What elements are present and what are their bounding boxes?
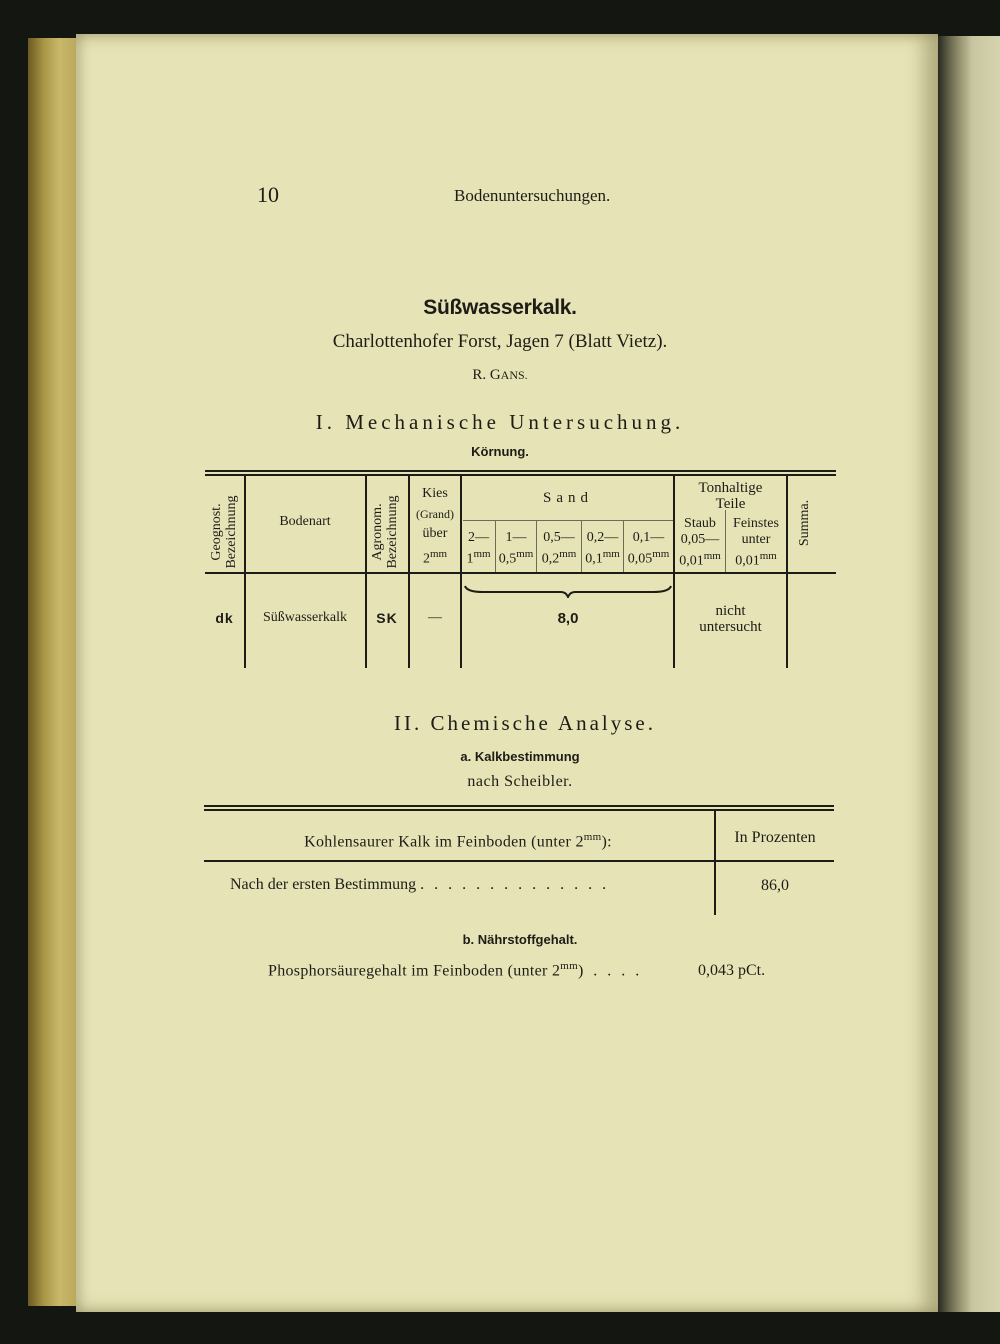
staub-line2: 0,05— [680,532,720,547]
sand-sub-4-unit: mm [602,548,620,560]
row-bodenart: Süßwasserkalk [263,610,347,625]
author [0,367,1000,384]
kies-line2: (Grand) [416,507,454,521]
section2-sub-a: a. Kalkbestimmung [460,749,580,764]
col-geognost-line1: Geognost. [209,503,224,561]
sand-sub-3-b: 0,2 [541,551,560,567]
col-staub [675,516,725,570]
lime-col1-post: ): [601,833,612,851]
row-geognost: dk [215,610,234,626]
kies-line1: Kies [422,486,448,501]
lime-col1-header [204,829,712,850]
col-agronom-line2: Bezeichnung [385,495,400,569]
phosphor-post: ) . . . . [577,962,643,980]
row-ton-line1: nicht [715,603,746,619]
kies-line3: über [422,526,448,541]
next-page-edge [938,36,1000,1312]
col-geognost [209,472,241,592]
row-ton-line2: untersucht [699,619,762,635]
col-agronom-line1: Agronom. [370,503,385,561]
document-title: Süßwasserkalk. [423,296,577,319]
author-initial: R. G [472,367,501,383]
sand-sub-3-a: 0,5— [543,530,575,545]
sand-sub-2 [496,530,536,568]
fein-line2: unter [741,532,771,547]
sand-sub-4-a: 0,2— [586,530,619,545]
col-agronom [370,472,402,592]
sand-sub-5-unit: mm [652,548,670,560]
sand-brace [463,584,673,598]
col-bodenart: Bodenart [279,514,331,529]
lime-col1-unit: mm [583,831,602,843]
lime-col2-header: In Prozenten [734,829,816,846]
location: Charlottenhofer Forst, Jagen 7 (Blatt Vietz). [332,331,668,352]
lime-row-dots: . . . . . . . . . . . . . . [420,876,610,893]
sand-sub-3-unit: mm [559,548,577,560]
staub-unit: mm [703,550,721,562]
phosphor-value: 0,043 pCt. [698,962,766,979]
sand-sub-1-b: 1 [466,551,474,567]
sand-sub-2-b: 0,5 [498,551,517,567]
ton-line2: Teile [715,496,746,512]
col-sand: Sand [543,490,593,506]
row-sand-total: 8,0 [557,610,579,627]
sand-sub-5-b: 0,05 [627,551,653,567]
kies-unit: mm [429,548,448,560]
sand-sub-1-unit: mm [473,548,491,560]
sand-sub-5-a: 0,1— [632,530,665,545]
sand-sub-2-a: 1— [505,530,527,545]
section2-sub-a-note: nach Scheibler. [467,773,573,790]
sand-sub-4 [582,530,623,568]
lime-row [230,877,609,893]
section1-heading: I. Mechanische Untersuchung. [315,410,685,434]
fein-unit: mm [759,550,777,562]
col-feinstes [726,516,786,570]
row-agronom: SK [376,610,398,626]
phosphor-unit: mm [560,960,578,972]
col-tonhaltige [675,480,786,512]
lime-row-label: Nach der ersten Bestimmung [230,876,417,893]
col-geognost-line2: Bezeichnung [224,495,239,569]
ton-line1: Tonhaltige [698,480,763,496]
section2-sub-b: b. Nährstoffgehalt. [462,932,578,947]
phosphor-pre: Phosphorsäuregehalt im Feinboden (unter 2 [268,962,561,980]
author-rest: ANS. [500,368,528,382]
phosphor-line [268,960,642,980]
sand-sub-5 [624,530,673,568]
col-kies [410,484,460,570]
kies-line4: 2 [422,551,430,567]
lime-col1-pre: Kohlensaurer Kalk im Feinboden (unter 2 [304,833,584,851]
fein-line3: 0,01 [735,553,760,569]
col-summa: Summa. [797,499,812,547]
grain-table [205,470,836,670]
section2-heading: II. Chemische Analyse. [394,711,656,735]
sand-sub-2-unit: mm [516,548,534,560]
lime-table [204,805,834,915]
row-kies: — [428,610,442,625]
running-title: Bodenuntersuchungen. [454,186,611,205]
row-tonhaltige [675,603,786,635]
lime-row-value: 86,0 [761,877,789,894]
sand-sub-4-b: 0,1 [585,551,603,567]
staub-line1: Staub [684,516,716,531]
page-number: 10 [257,182,279,207]
fein-line1: Feinstes [733,516,779,531]
section1-subheading: Körnung. [471,444,529,459]
sand-sub-3 [537,530,581,568]
staub-line3: 0,01 [679,553,704,569]
book-edge [28,38,80,1306]
sand-sub-1 [462,530,495,568]
sand-sub-1-a: 2— [468,530,489,545]
page [76,34,938,1312]
